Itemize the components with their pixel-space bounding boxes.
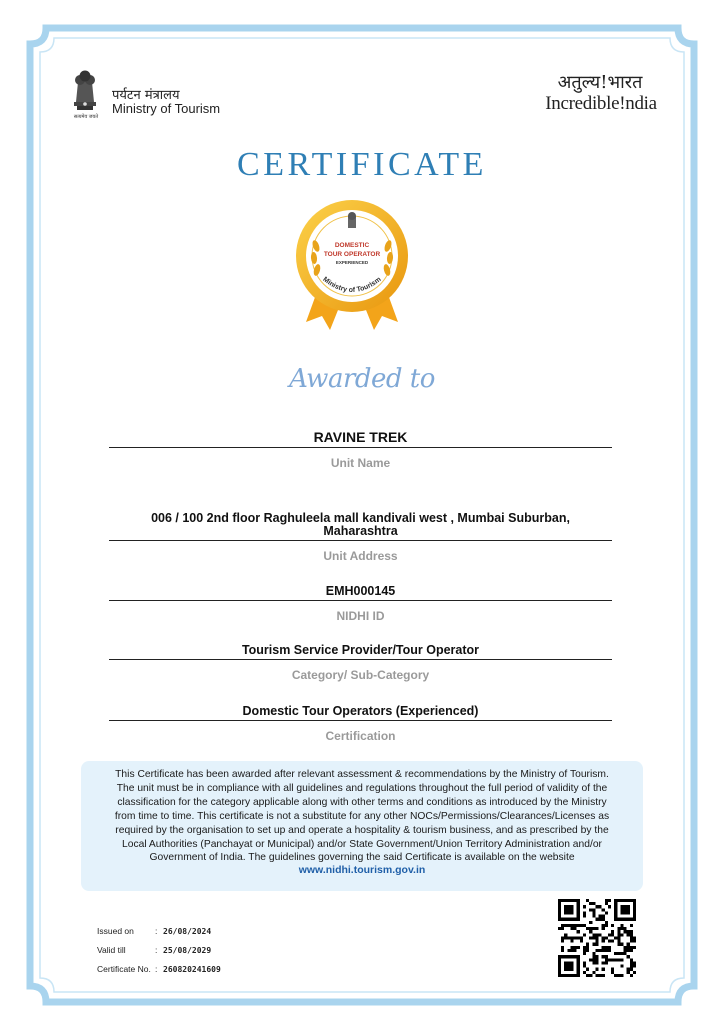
certificate-title: CERTIFICATE <box>237 146 487 183</box>
unit-address-line-2: Maharashtra <box>323 523 398 538</box>
certification-field <box>109 704 612 743</box>
divider <box>109 600 612 601</box>
separator: : <box>155 964 158 974</box>
certification-label: Certification <box>325 729 396 743</box>
notice-line: This Certificate has been awarded after relevant assessment & recommendations by the Ministry of Tourism. <box>115 769 609 780</box>
certificate-number-label: Certificate No. <box>97 964 151 974</box>
notice-line: The unit must be in compliance with all guidelines and regulations throughout the full period of validity of the <box>116 782 608 794</box>
badge-line-3: EXPERIENCED <box>335 260 369 265</box>
issued-on-value: 26/08/2024 <box>163 927 212 936</box>
divider <box>109 720 612 721</box>
notice-line: classification for the category applicable along with other terms and conditions as introduced by the Ministry <box>117 796 607 808</box>
unit-name-field <box>109 429 612 470</box>
incredible-india-logo: Incredible!ndia <box>545 93 657 114</box>
notice-line: Government of India. The guidelines governing the said Certificate is available on the website <box>149 852 575 864</box>
separator: : <box>155 926 158 936</box>
badge-line-2: TOUR OPERATOR <box>323 251 381 258</box>
badge-line-1: DOMESTIC <box>334 242 370 249</box>
unit-address-line-1: 006 / 100 2nd floor Raghuleela mall kandivali west , Mumbai Suburban, <box>151 511 570 525</box>
incredible-india-hindi-logo: अतुल्य!भारत <box>557 72 643 93</box>
terms-notice-text <box>92 768 632 865</box>
domestic-tour-operator-badge-icon <box>288 198 416 330</box>
nidhi-id-field <box>109 584 612 623</box>
certificate-number-row <box>97 964 221 974</box>
certificate-number-value: 260820241609 <box>163 965 221 974</box>
qr-code-icon[interactable] <box>558 899 636 977</box>
notice-line: Local Authorities (Panchayat or Municipal) and/or State Government/Union Territory Administration and/or <box>121 838 602 850</box>
notice-line: required by the organisation to set up and operate a hospitality & tourism business, and as prescribed by the <box>115 824 609 836</box>
unit-name-value: RAVINE TREK <box>313 429 408 445</box>
divider <box>109 540 612 541</box>
unit-name-label: Unit Name <box>330 456 391 470</box>
badge-arc-text: Ministry of Tourism <box>321 276 383 295</box>
valid-till-row <box>97 945 211 955</box>
category-field <box>109 643 612 682</box>
issued-on-row <box>97 926 211 936</box>
notice-line: from time to time. This certificate is not a substitute for any other NOCs/Permissions/Clearances/Licenses as <box>114 810 610 822</box>
category-value: Tourism Service Provider/Tour Operator <box>241 643 480 657</box>
valid-till-value: 25/08/2029 <box>163 946 212 955</box>
emblem-caption: सत्यमेव जयते <box>73 114 99 120</box>
national-emblem-icon <box>68 66 102 118</box>
valid-till-label: Valid till <box>97 945 126 955</box>
separator: : <box>155 945 158 955</box>
unit-address-field <box>109 512 612 563</box>
issued-on-label: Issued on <box>97 926 134 936</box>
nidhi-id-value: EMH000145 <box>325 584 396 598</box>
divider <box>109 447 612 448</box>
unit-address-label: Unit Address <box>323 548 398 563</box>
ministry-name-hindi: पर्यटन मंत्रालय <box>112 88 180 103</box>
certification-value: Domestic Tour Operators (Experienced) <box>242 704 479 718</box>
nidhi-website-link[interactable]: www.nidhi.tourism.gov.in <box>298 864 426 876</box>
divider <box>109 659 612 660</box>
ministry-name-english: Ministry of Tourism <box>112 101 221 116</box>
category-label: Category/ Sub-Category <box>291 668 430 682</box>
nidhi-id-label: NIDHI ID <box>336 609 385 623</box>
awarded-to-heading: Awarded to <box>289 364 435 394</box>
